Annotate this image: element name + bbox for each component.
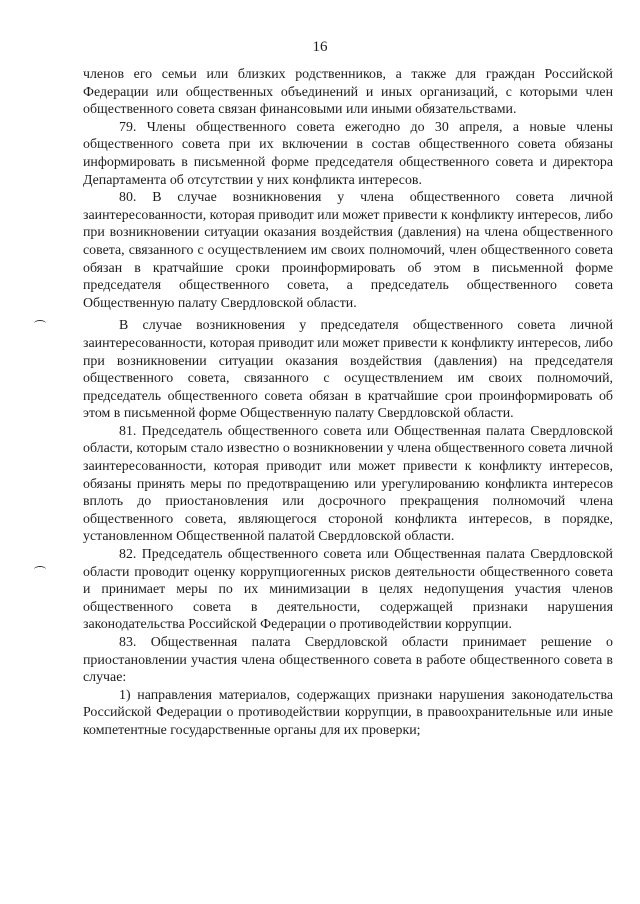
paragraph-80-chairman: В случае возникновения у председателя общественного совета личной заинтересованности, которая приводит или может привести к конфликту интересов, либо при возникновении ситуации оказания воздействия (давления) на председателя общественного совета, связанного с осуществлением им своих полномочий, председатель общественного совета обязан в кратчайшие срои проинформировать об этом в письменной форме Общественную палату Свердловской области.: [83, 318, 613, 422]
paragraph-80: 80. В случае возникновения у члена общественного совета личной заинтересованности, которая приводит или может привести к конфликту интересов, либо при возникновении ситуации оказания воздействия (давления) на члена общественного совета, связанного с осуществлением им своих полномочий, член общественного совета обязан в кратчайшие сроки проинформировать об этом в письменной форме председателя общественного совета, а председатель общественного совета Общественную палату Свердловской области.: [83, 190, 613, 311]
margin-punch-mark: [34, 566, 46, 573]
paragraph-79: 79. Члены общественного совета ежегодно до 30 апреля, а новые члены общественного совета при их включении в состав общественного совета обязаны информировать в письменной форме председателя общественного совета и директора Департамента об отсутствии у них конфликта интересов.: [83, 119, 613, 188]
paragraph-83-item-1: 1) направления материалов, содержащих признаки нарушения законодательства Российской Федерации о противодействии коррупции, в правоохранительные или иные компетентные государственные органы для их проверки;: [83, 687, 613, 738]
paragraph-83: 83. Общественная палата Свердловской области принимает решение о приостановлении участия члена общественного совета в работе общественного совета в случае:: [83, 635, 613, 686]
paragraph-continuation: членов его семьи или близких родственников, а также для граждан Российской Федерации или общественных объединений и иных организаций, с которыми член общественного совета связан финансовыми или иными обязательствами.: [83, 67, 613, 118]
margin-punch-mark: [34, 320, 46, 327]
paragraph-81: 81. Председатель общественного совета или Общественная палата Свердловской области, которым стало известно о возникновении у члена общественного совета личной заинтересованности, которая приводит или может привести к конфликту интересов, обязаны принять меры по предотвращению или урегулированию конфликта интересов вплоть до приостановления или досрочного прекращения полномочий члена общественного совета, являющегося стороной конфликта интересов, в порядке, установленном Общественной палатой Свердловской области.: [83, 423, 613, 545]
paragraph-82: 82. Председатель общественного совета или Общественная палата Свердловской области проводит оценку коррупциогенных рисков деятельности общественного совета и принимает меры по их минимизации в целях недопущения участия членов общественного совета в деятельности, содержащей признаки нарушения законодательства Российской Федерации о противодействии коррупции.: [83, 547, 613, 633]
page-number: 16: [312, 39, 328, 55]
document-body: [83, 66, 613, 740]
